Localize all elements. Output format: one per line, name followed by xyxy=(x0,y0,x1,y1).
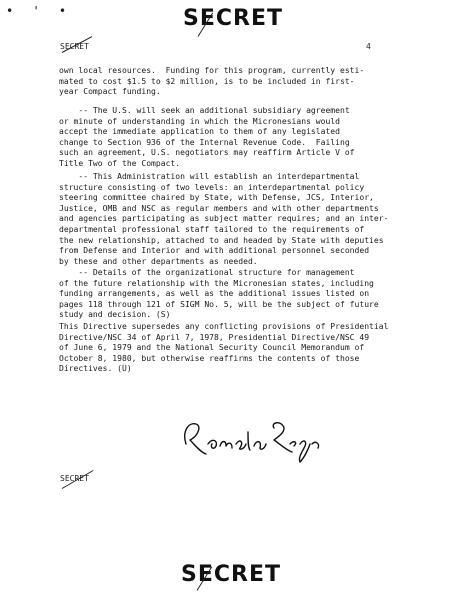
top-secret-stamp: SECRET xyxy=(183,6,283,31)
paragraph-organizational-details: -- Details of the organizational structure for management of the future relationship with the Micronesian states, including funding arrangements, as well as the additional issues listed on pages 118 through 121 of SIGM No. 5, will be the subject of future study and decision. (S) xyxy=(59,268,379,320)
paragraph-interdepartmental-structure: -- This Administration will establish an interdepartmental structure consisting of two levels: an interdepartmental policy steering committee chaired by State, with Defense, JCS, Interior, Justice, OMB and NSC as regular members and with other departments and agencies participating as subject matter requires; and an inter- departmental professional staff tailored to the requirements of the new relationship, attached to and headed by State with deputies from Defense and Interior and with additional personnel seconded by these and other departments as needed. xyxy=(59,172,389,266)
paragraph-subsidiary-agreement: -- The U.S. will seek an additional subsidiary agreement or minute of understanding in which the Micronesians would accept the immediate application to them of any legislated change to Section 936 of the Internal Revenue Code. Failing such an agreement, U.S. negotiators may reaffirm Article V of Title Two of the Compact. xyxy=(59,106,355,168)
top-classification-marking: SECRET xyxy=(60,42,89,51)
bottom-secret-stamp: SECRET xyxy=(181,562,281,587)
page-number: 4 xyxy=(366,42,371,51)
corner-marks: • ' • xyxy=(6,4,73,18)
signature-image xyxy=(178,414,323,464)
bottom-classification-marking: SECRET xyxy=(60,474,89,483)
paragraph-supersedes: This Directive supersedes any conflicting provisions of Presidential Directive/NSC 34 of April 7, 1978, Presidential Directive/NSC 49 of June 6, 1979 and the National Security Council Memorandum of October 8, 1980, but otherwise reaffirms the contents of those Directives. (U) xyxy=(59,322,389,374)
paragraph-funding: own local resources. Funding for this program, currently esti- mated to cost $1.5 to $2 million, is to be included in first- year Compact funding. xyxy=(59,66,365,97)
